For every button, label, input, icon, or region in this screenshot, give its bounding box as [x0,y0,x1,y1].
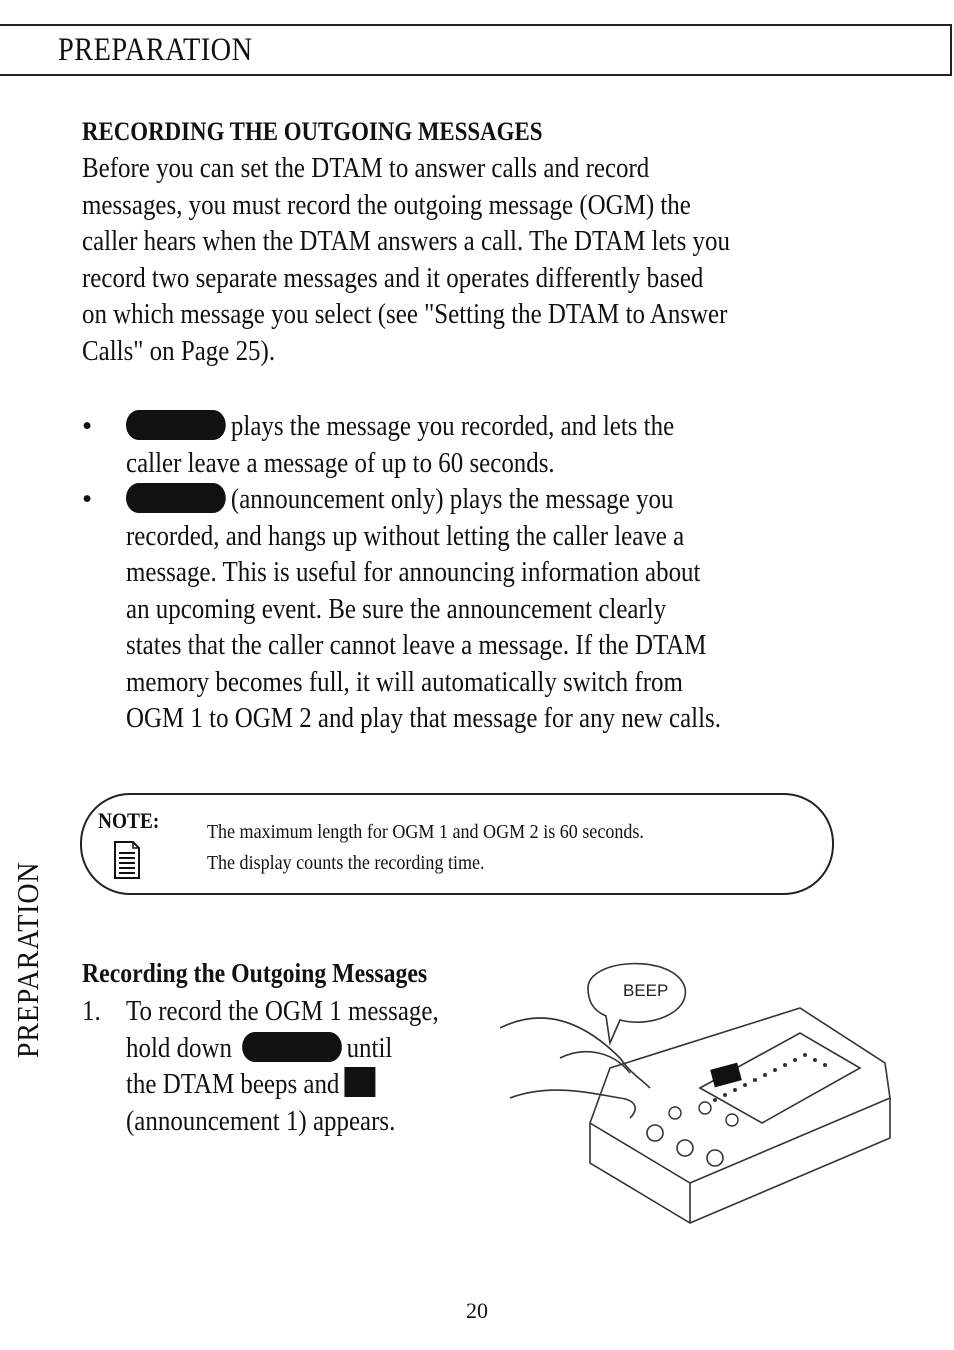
bullet-text: recorded, and hangs up without letting the caller leave a [126,519,685,552]
step-text: To record the OGM 1 message, [126,995,439,1027]
page-number: 20 [466,1298,488,1323]
section-heading: RECORDING THE OUTGOING MESSAGES [82,117,543,146]
intro-line: caller hears when the DTAM answers a call. The DTAM lets you [82,225,730,257]
announcement-1-display-icon [345,1067,376,1097]
intro-line: messages, you must record the outgoing message (OGM) the [82,188,691,221]
step-text: (announcement 1) appears. [126,1104,396,1137]
intro-paragraph [82,150,736,369]
bullet-text: OGM 1 to OGM 2 and play that message for any new calls. [126,702,721,734]
intro-line: Calls" on Page 25). [82,334,276,367]
ogm1-button-graphic [242,1032,342,1062]
page-header-title: PREPARATION [58,32,253,68]
note-icon [113,840,141,880]
intro-line: record two separate messages and it operates differently based [82,261,704,294]
step-number: 1. [82,995,101,1027]
note-text: The display counts the recording time. [207,852,485,874]
note-text: The maximum length for OGM 1 and OGM 2 is 60 seconds. [207,821,644,843]
bullet-text: plays the message you recorded, and lets the [230,410,675,442]
intro-line: Before you can set the DTAM to answer calls and record [82,152,650,184]
bullet-text: message. This is useful for announcing information about [126,556,701,588]
bullet-text: states that the caller cannot leave a message. If the DTAM [126,629,707,661]
ogm1-button-graphic [126,410,226,440]
bullet-text: (announcement only) plays the message you [230,483,674,515]
step-text: the DTAM beeps and [126,1068,340,1100]
bullet-text: caller leave a message of up to 60 seconds. [126,446,555,479]
step-text: hold down [126,1031,232,1064]
procedure-heading: Recording the Outgoing Messages [82,958,428,988]
bullet-dot: • [82,483,93,515]
answering-machine-illustration [500,948,920,1238]
side-section-label: PREPARATION [10,861,45,1058]
step-text: until [346,1031,393,1064]
bullet-text: an upcoming event. Be sure the announcement clearly [126,592,667,625]
bullet-text: memory becomes full, it will automatically switch from [126,665,683,698]
beep-label: BEEP [623,981,669,1000]
bullet-dot: • [82,410,93,442]
intro-section [82,114,842,369]
intro-line: on which message you select (see "Setting the DTAM to Answer [82,298,728,330]
ogm2-button-graphic [126,483,226,513]
note-label: NOTE: [98,808,160,833]
